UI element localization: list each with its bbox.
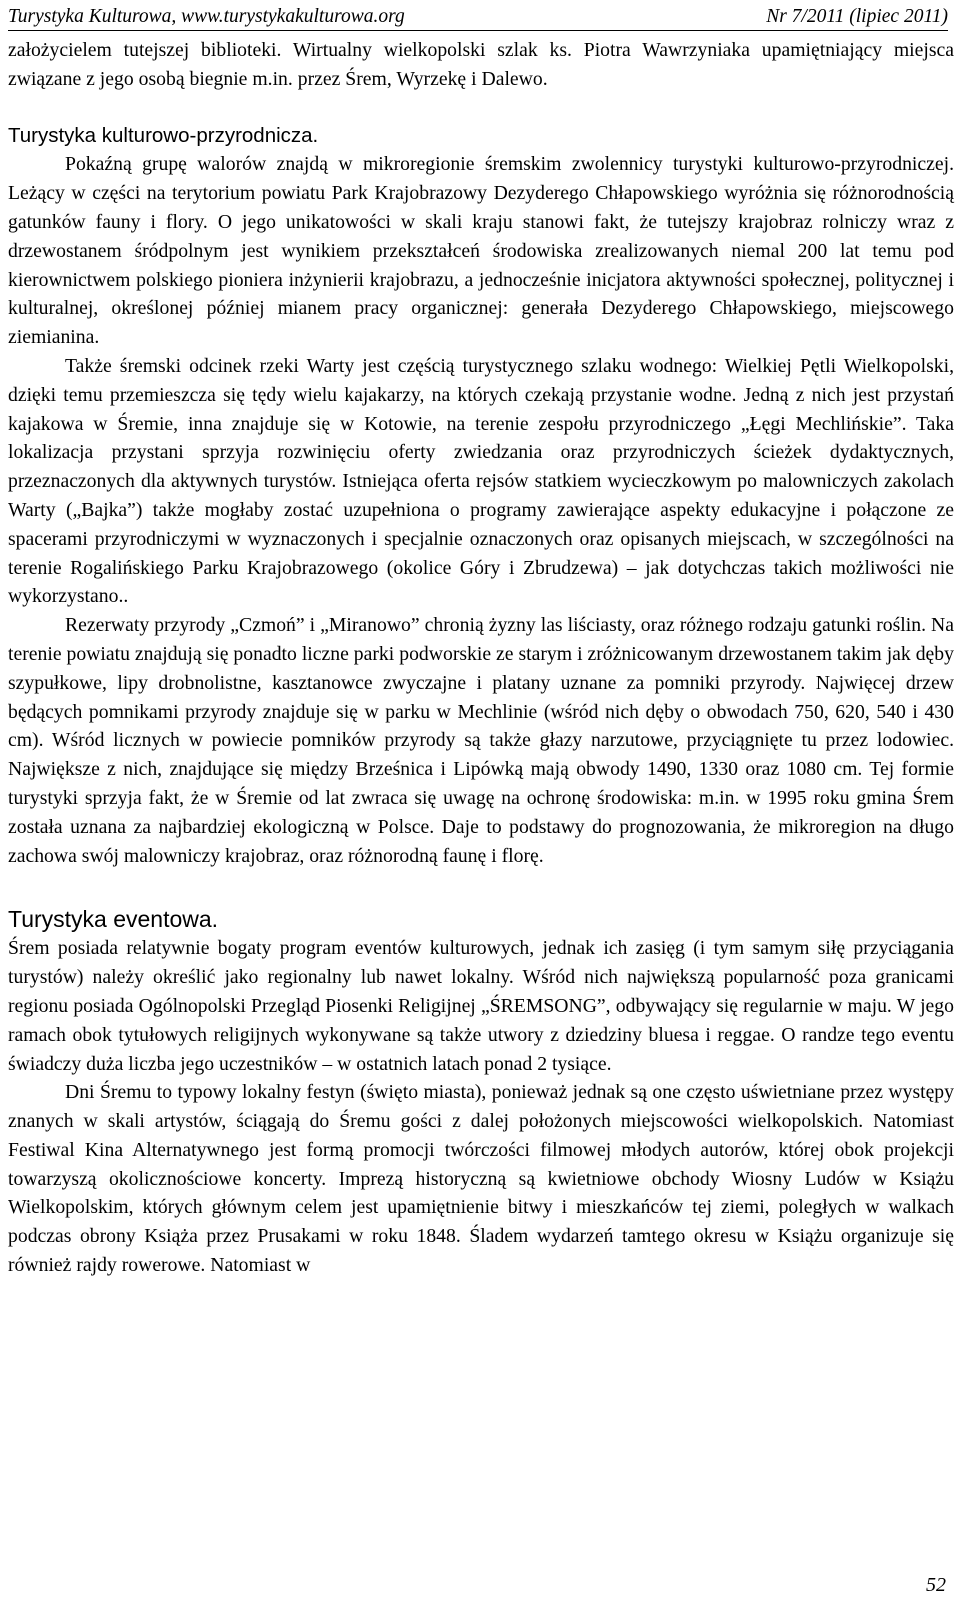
paragraph-warta-river: Także śremski odcinek rzeki Warty jest częścią turystycznego szlaku wodnego: Wielkiej Pętli Wielkopolski, dzięki temu przemieszcza się tędy wielu kajakarzy, na których czekają przystanie wodne. Jedną z nich jest przystań kajakowa w Śremie, inna znajduje się w Kotowie, na terenie zespołu przyrodniczego „Łęgi Mechlińskie”. Taka lokalizacja przystani sprzyja rozwinięciu oferty zwiedzania oraz przyrodniczych ścieżek dydaktycznych, przeznaczonych dla aktywnych turystów. Istniejąca oferta rejsów statkiem wycieczkowym po malowniczych zakolach Warty („Bajka”) także mogłaby zostać uzupełniona o programy zawierające aspekty edukacyjne i połączone ze spacerami przyrodniczymi w wyznaczonych i specjalnie oznaczonych oraz opisanych miejscach, w szczególności na terenie Rogalińskiego Parku Krajobrazowego (okolice Góry i Zbrudzewa) – jak dotychczas takich możliwości nie wykorzystano.. [8,354,954,608]
page-number: 52 [926,1574,946,1596]
running-header [8,0,948,31]
header-journal-title: Turystyka Kulturowa, www.turystykakulturowa.org [8,6,405,27]
paragraph-landscape-park: Pokaźną grupę walorów znajdą w mikroregionie śremskim zwolennicy turystyki kulturowo-przyrodniczej. Leżący w części na terytorium powiatu Park Krajobrazowy Dezyderego Chłapowskiego wyróżnia się różnorodnością gatunków fauny i flory. O jego unikatowości w skali kraju stanowi fakt, że tutejszy krajobraz rolniczy wraz z drzewostanem śródpolnym jest wynikiem przekształceń środowiska zrealizowanych niemal 200 lat temu pod kierownictwem polskiego pioniera inżynierii krajobrazu, a jednocześnie inicjatora aktywności społecznej, politycznej i kulturalnej, określonej później mianem pracy organicznej: generała Dezyderego Chłapowskiego, miejscowego ziemianina. [8,153,954,349]
paragraph-nature-reserves: Rezerwaty przyrody „Czmoń” i „Miranowo” chronią żyzny las liściasty, oraz różnego rodzaju gatunki roślin. Na terenie powiatu znajdują się ponadto liczne parki podworskie ze starym i zróżnicowanym drzewostanem takim jak dęby szypułkowe, lipy drobnolistne, kasztanowce zwyczajne i platany uznane za pomniki przyrody. Najwięcej drzew będących pomnikami przyrody znajduje się w parku w Mechlinie (wśród nich dęby o obwodach 750, 620, 540 i 430 cm). Wśród licznych w powiecie pomników przyrody są także głazy narzutowe, przyciągnięte tu przez lodowiec. Największe z nich, znajdujące się między Brześnica i Lipówką mają obwody 1490, 1330 oraz 1080 cm. Tej formie turystyki sprzyja fakt, że w Śremie od lat zwraca się uwagę na ochronę środowiska: m.in. w 1995 roku gmina Śrem została uznana za najbardziej ekologiczną w Polsce. Daje to podstawy do prognozowania, że mikroregion na długo zachowa swój malowniczy krajobraz, oraz różnorodną faunę i florę. [8,614,954,867]
paragraph-town-days: Dni Śremu to typowy lokalny festyn (święto miasta), ponieważ jednak są one często uświetniane przez występy znanych w skali artystów, ściągają do Śremu gości z dalej położonych miejscowości wielkopolskich. Natomiast Festiwal Kina Alternatywnego jest formą promocji twórczości filmowej młodych autorów, której obok projekcji towarzyszą okolicznościowe koncerty. Imprezą historyczną są kwietniowe obchody Wiosny Ludów w Książu Wielkopolskim, których głównym celem jest upamiętnienie bitwy i mieszkańców tej ziemi, poległych w walkach podczas obrony Książa przez Prusakami w roku 1848. Śladem wydarzeń tamtego okresu w Książu organizuje się również rajdy rowerowe. Natomiast w [8,1081,954,1277]
section-heading-event-tourism: Turystyka eventowa. [8,906,219,933]
paragraph-sremsong: Śrem posiada relatywnie bogaty program eventów kulturowych, jednak ich zasięg (i tym samym siłę przyciągania turystów) należy określić jako regionalny lub nawet lokalny. Wśród nich największą popularność poza granicami regionu posiada Ogólnopolski Przegląd Piosenki Religijnej „ŚREMSONG”, odbywający się regularnie w maju. W jego ramach obok tytułowych religijnych wykonywane są także utwory z dziedziny bluesa i reggae. O randze tego eventu świadczy duża liczba jego uczestników – w ostatnich latach ponad 2 tysiące. [8,937,954,1075]
article-body [8,36,954,1280]
paragraph-library: założycielem tutejszej biblioteki. Wirtualny wielkopolski szlak ks. Piotra Wawrzyniaka upamiętniający miejsca związane z jego osobą biegnie m.in. przez Śrem, Wyrzekę i Dalewo. [8,39,954,90]
header-issue: Nr 7/2011 (lipiec 2011) [766,6,948,27]
section-heading-nature-tourism: Turystyka kulturowo-przyrodnicza. [8,123,319,147]
